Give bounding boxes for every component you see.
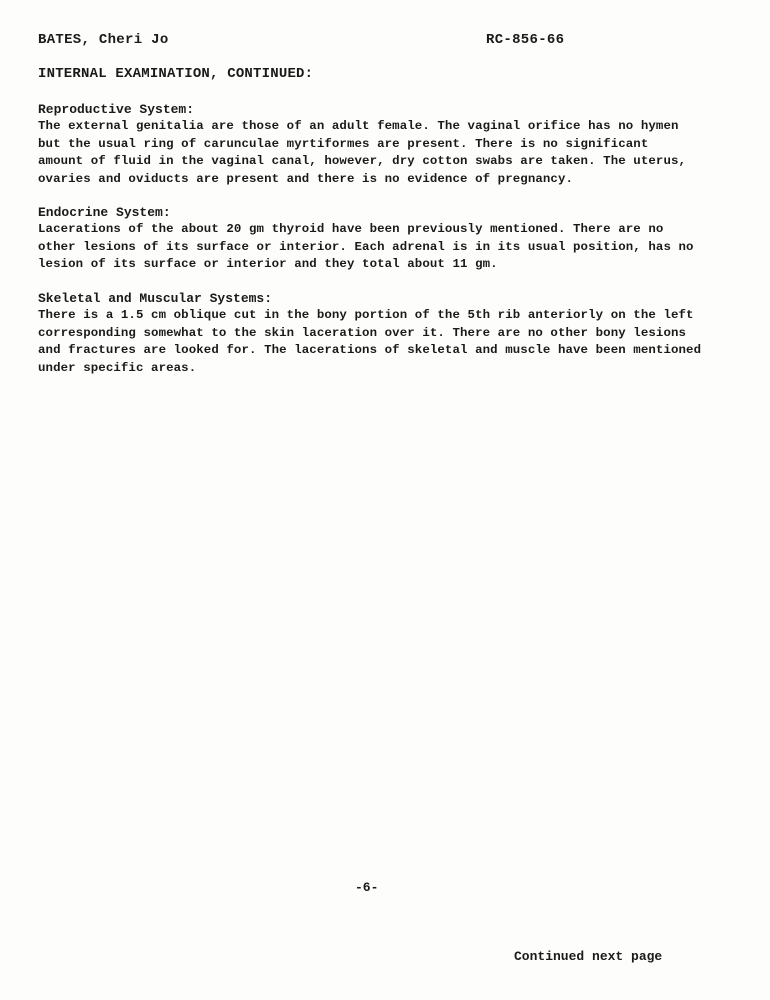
endocrine-line: Lacerations of the about 20 gm thyroid have been previously mentioned. There are no bbox=[38, 222, 664, 236]
section-title: INTERNAL EXAMINATION, CONTINUED: bbox=[38, 66, 314, 82]
skeletal-heading: Skeletal and Muscular Systems: bbox=[38, 291, 273, 306]
reproductive-line: but the usual ring of carunculae myrtiformes are present. There is no significant bbox=[38, 136, 649, 151]
reproductive-line: amount of fluid in the vaginal canal, however, dry cotton swabs are taken. The uterus, bbox=[38, 154, 687, 168]
skeletal-line: under specific areas. bbox=[38, 360, 197, 375]
reproductive-system-section bbox=[38, 101, 738, 188]
case-number: RC-856-66 bbox=[486, 32, 565, 48]
page-number: -6- bbox=[355, 880, 379, 895]
reproductive-line: ovaries and oviducts are present and there is no evidence of pregnancy. bbox=[38, 171, 574, 186]
continued-note: Continued next page bbox=[514, 949, 663, 964]
endocrine-system-section bbox=[38, 204, 738, 274]
endocrine-line: lesion of its surface or interior and they total about 11 gm. bbox=[38, 257, 498, 271]
reproductive-heading: Reproductive System: bbox=[38, 102, 195, 117]
skeletal-line: There is a 1.5 cm oblique cut in the bony portion of the 5th rib anteriorly on the left bbox=[38, 308, 694, 322]
patient-name: BATES, Cheri Jo bbox=[38, 32, 169, 48]
skeletal-muscular-section bbox=[38, 290, 738, 377]
endocrine-heading: Endocrine System: bbox=[38, 205, 171, 220]
skeletal-line: corresponding somewhat to the skin laceration over it. There are no other bony lesions bbox=[38, 325, 687, 340]
reproductive-line: The external genitalia are those of an adult female. The vaginal orifice has no hymen bbox=[38, 119, 679, 133]
endocrine-line: other lesions of its surface or interior. Each adrenal is in its usual position, has no bbox=[38, 239, 694, 254]
skeletal-line: and fractures are looked for. The lacerations of skeletal and muscle have been mentioned bbox=[38, 343, 702, 357]
